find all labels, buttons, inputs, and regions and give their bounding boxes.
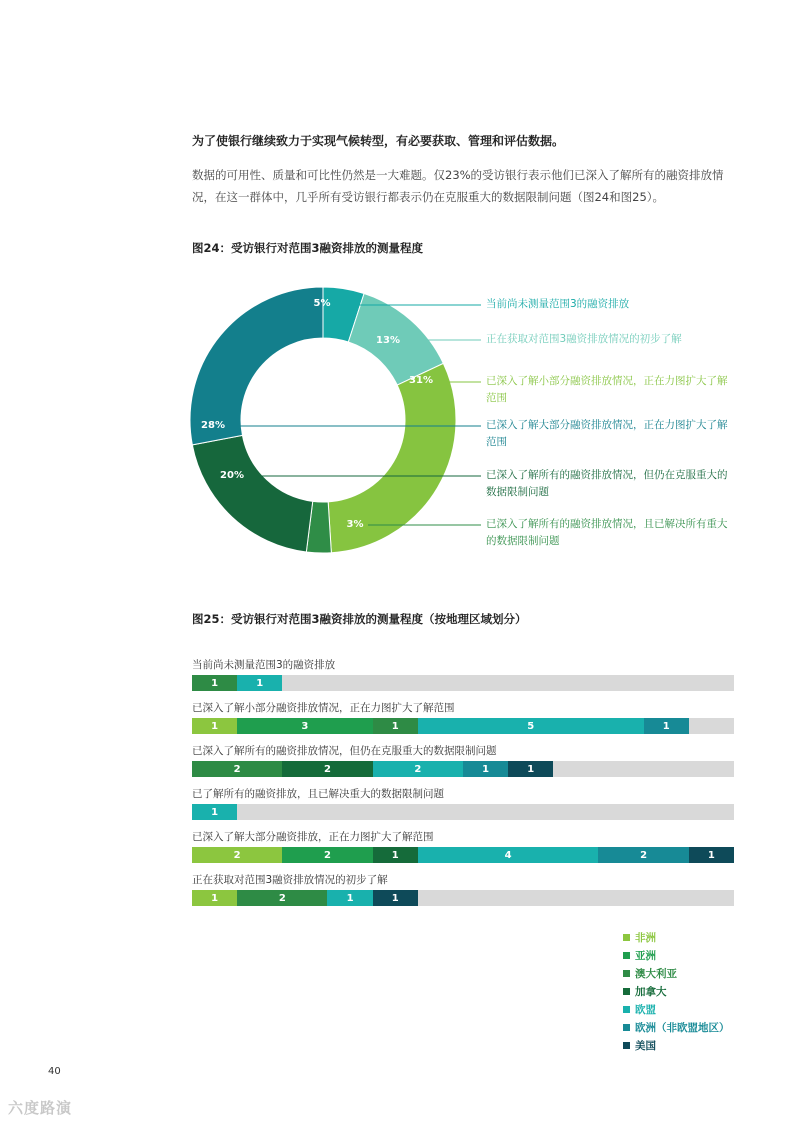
bar-segment: 1 bbox=[327, 890, 372, 906]
bar-row-label: 已深入了解大部分融资排放，正在力图扩大了解范围 bbox=[192, 831, 434, 843]
legend-label: 非洲 bbox=[635, 931, 656, 944]
bar-segment: 2 bbox=[282, 761, 372, 777]
legend-swatch bbox=[623, 1024, 630, 1031]
legend-item bbox=[623, 982, 730, 1000]
bar-segment: 1 bbox=[508, 761, 553, 777]
donut-annotation: 已深入了解小部分融资排放情况，正在力图扩大了解范围 bbox=[486, 375, 728, 404]
bar-segment: 2 bbox=[237, 890, 327, 906]
bar-track bbox=[192, 675, 734, 691]
bar-segment: 1 bbox=[689, 847, 734, 863]
donut-annotation: 当前尚未测量范围3的融资排放 bbox=[486, 298, 630, 310]
watermark: 六度路演 bbox=[8, 1099, 73, 1117]
legend-item bbox=[623, 1000, 730, 1018]
bar-segment: 2 bbox=[192, 847, 282, 863]
bar-segment: 1 bbox=[373, 718, 418, 734]
legend-item bbox=[623, 946, 730, 964]
figure-24-title: 图24：受访银行对范围3融资排放的测量程度 bbox=[192, 241, 424, 255]
bar-row bbox=[192, 829, 734, 861]
slice-percent-label: 13% bbox=[376, 335, 400, 346]
bar-track bbox=[192, 804, 734, 820]
legend-label: 澳大利亚 bbox=[635, 967, 677, 980]
bar-segment: 5 bbox=[418, 718, 644, 734]
bar-segment: 1 bbox=[463, 761, 508, 777]
bar-segment: 1 bbox=[644, 718, 689, 734]
bar-row-label: 已深入了解小部分融资排放情况，正在力图扩大了解范围 bbox=[192, 702, 455, 714]
bar-track bbox=[192, 761, 734, 777]
body-paragraph: 数据的可用性、质量和可比性仍然是一大难题。仅23%的受访银行表示他们已深入了解所有的融资排放情况，在这一群体中，几乎所有受访银行都表示仍在克服重大的数据限制问题（图24和图25）。 bbox=[192, 168, 724, 204]
legend-swatch bbox=[623, 1006, 630, 1013]
legend-swatch bbox=[623, 970, 630, 977]
bar-segment: 2 bbox=[282, 847, 372, 863]
bar-track bbox=[192, 718, 734, 734]
bar-track bbox=[192, 847, 734, 863]
bar-row bbox=[192, 786, 734, 818]
slice-percent-label: 5% bbox=[313, 298, 331, 309]
bar-row-label: 正在获取对范围3融资排放情况的初步了解 bbox=[192, 874, 388, 886]
legend-swatch bbox=[623, 988, 630, 995]
legend bbox=[623, 928, 730, 1054]
legend-item bbox=[623, 1036, 730, 1054]
legend-item bbox=[623, 928, 730, 946]
bar-row-label: 已深入了解所有的融资排放情况，但仍在克服重大的数据限制问题 bbox=[192, 745, 497, 757]
legend-swatch bbox=[623, 934, 630, 941]
bar-segment: 1 bbox=[192, 804, 237, 820]
legend-item bbox=[623, 1018, 730, 1036]
bar-row bbox=[192, 657, 734, 689]
bar-segment: 1 bbox=[237, 675, 282, 691]
legend-item bbox=[623, 964, 730, 982]
bar-segment: 1 bbox=[373, 847, 418, 863]
bar-segment: 4 bbox=[418, 847, 599, 863]
bar-row bbox=[192, 743, 734, 775]
bar-row-label: 已了解所有的融资排放，且已解决重大的数据限制问题 bbox=[192, 788, 444, 800]
bar-segment: 2 bbox=[192, 761, 282, 777]
figure-25-title: 图25：受访银行对范围3融资排放的测量程度（按地理区域划分） bbox=[192, 612, 527, 626]
bar-segment: 2 bbox=[373, 761, 463, 777]
slice-percent-label: 31% bbox=[409, 375, 433, 386]
donut-annotation: 已深入了解大部分融资排放情况，正在力图扩大了解范围 bbox=[486, 419, 728, 448]
slice-percent-label: 28% bbox=[201, 420, 225, 431]
bar-track bbox=[192, 890, 734, 906]
slice-percent-label: 20% bbox=[220, 470, 244, 481]
bar-segment: 3 bbox=[237, 718, 373, 734]
bar-row-label: 当前尚未测量范围3的融资排放 bbox=[192, 659, 336, 671]
donut-slice bbox=[192, 435, 312, 552]
donut-annotation: 已深入了解所有的融资排放情况，但仍在克服重大的数据限制问题 bbox=[486, 469, 728, 498]
donut-annotation: 已深入了解所有的融资排放情况，且已解决所有重大的数据限制问题 bbox=[486, 518, 728, 547]
legend-label: 亚洲 bbox=[635, 949, 656, 962]
slice-percent-label: 3% bbox=[346, 519, 364, 530]
legend-swatch bbox=[623, 952, 630, 959]
bar-row bbox=[192, 872, 734, 904]
section-heading: 为了使银行继续致力于实现气候转型，有必要获取、管理和评估数据。 bbox=[192, 134, 565, 148]
bar-row bbox=[192, 700, 734, 732]
bar-segment: 2 bbox=[598, 847, 688, 863]
bar-segment: 1 bbox=[192, 675, 237, 691]
legend-swatch bbox=[623, 1042, 630, 1049]
bar-segment: 1 bbox=[192, 718, 237, 734]
legend-label: 欧洲（非欧盟地区） bbox=[635, 1021, 730, 1034]
donut-annotation: 正在获取对范围3融资排放情况的初步了解 bbox=[486, 333, 682, 345]
bar-segment: 1 bbox=[373, 890, 418, 906]
page-number: 40 bbox=[48, 1066, 61, 1077]
bar-segment: 1 bbox=[192, 890, 237, 906]
legend-label: 加拿大 bbox=[635, 985, 667, 998]
legend-label: 欧盟 bbox=[635, 1003, 656, 1016]
legend-label: 美国 bbox=[635, 1039, 656, 1052]
